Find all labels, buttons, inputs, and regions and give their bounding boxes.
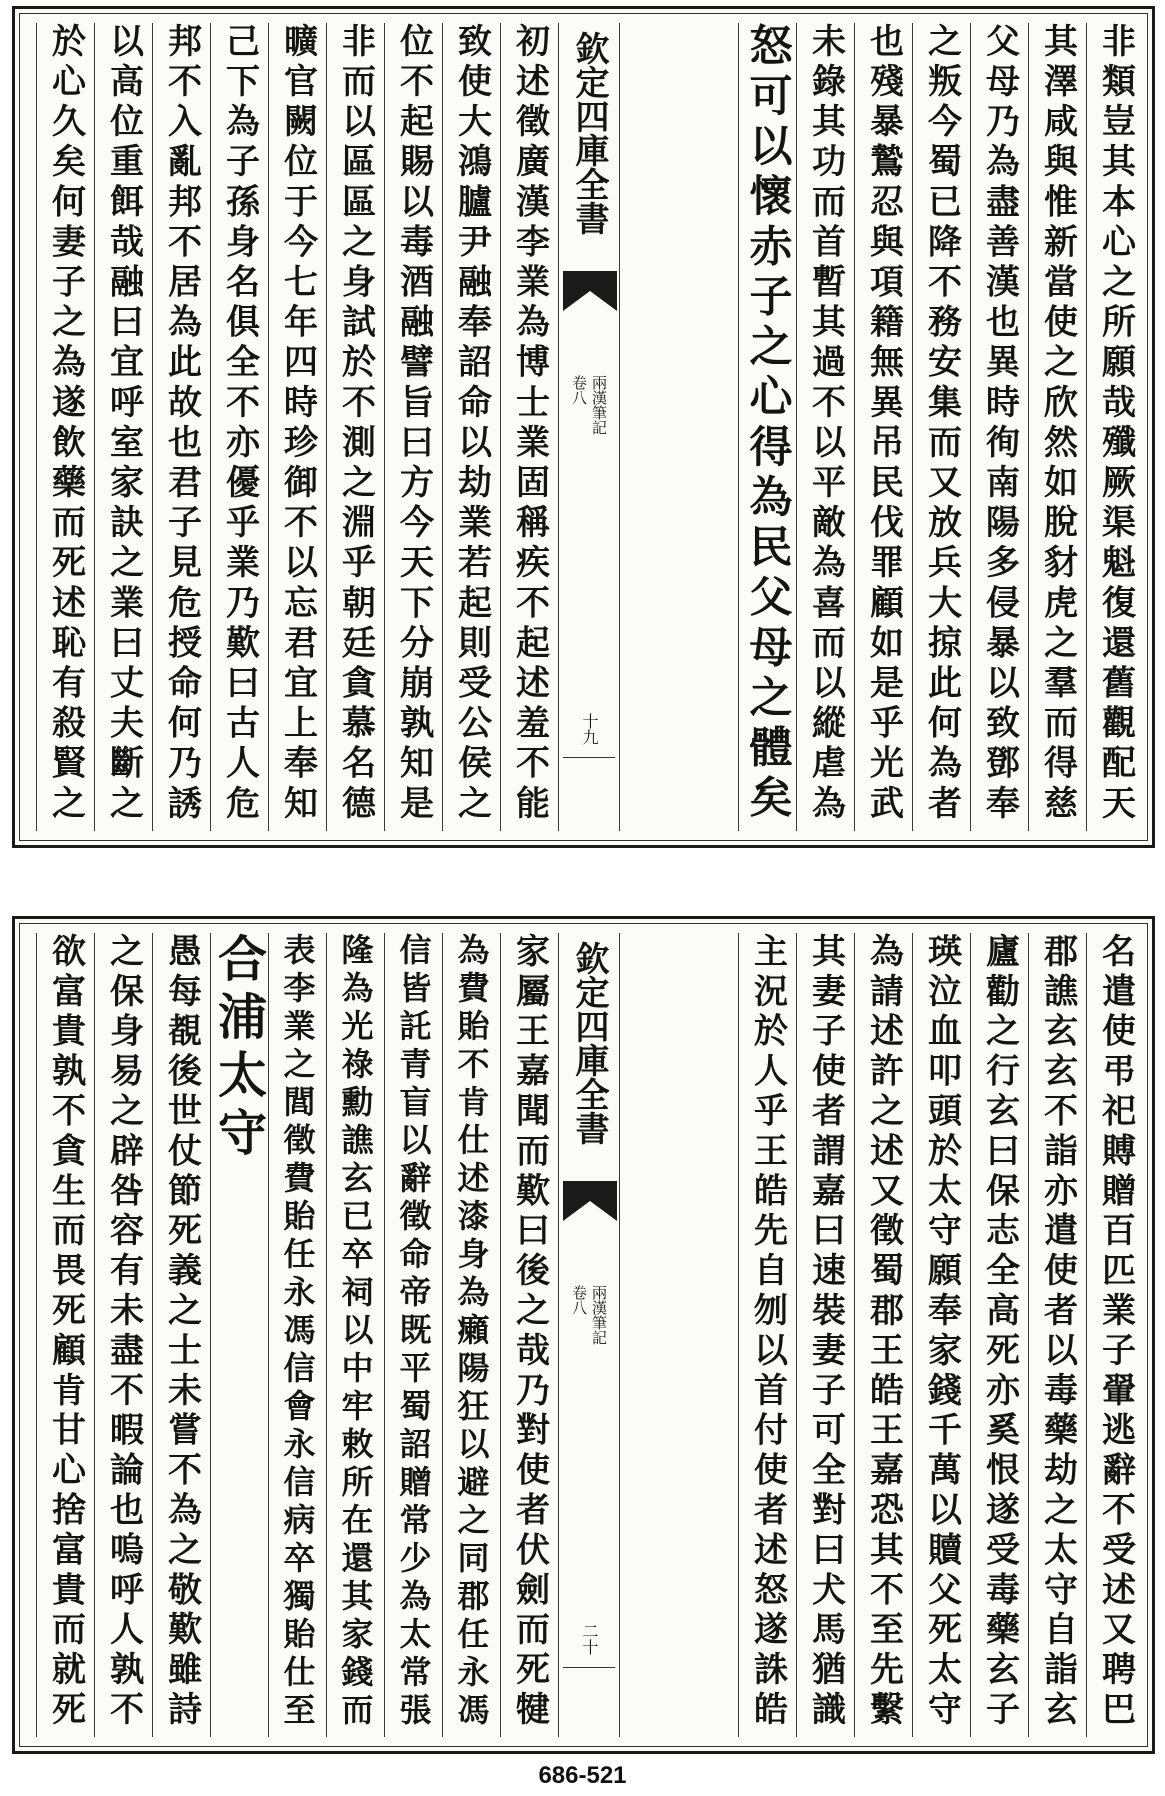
top-text-column <box>796 23 854 831</box>
bottom-strip-title: 欽定四庫全書 <box>569 941 609 1145</box>
bottom-text-column <box>326 933 384 1737</box>
top-column-text: 其澤咸與惟新當使之欣然如脫豺虎之羣而得慈 <box>1037 23 1078 825</box>
bottom-column-text: 廬勸之行玄曰保志全高死亦奚恨遂受毒藥玄子 <box>979 933 1020 1731</box>
top-column-text: 己下為子孫身名俱全不亦優乎業乃歎曰古人危 <box>219 23 260 825</box>
bottom-text-column <box>1086 933 1144 1737</box>
bottom-column-text: 為費貽不肯仕述漆身為癩陽狂以避之同郡任永馮 <box>452 933 491 1731</box>
bottom-column-text: 其妻子使者謂嘉曰速裝妻子可全對曰犬馬猶識 <box>805 933 846 1731</box>
bottom-column-text: 信皆託青盲以辭徵命帝既平蜀詔贈常少為太常張 <box>394 933 433 1731</box>
top-column-text: 位不起賜以毒酒融譬旨曰方今天下分崩孰知是 <box>393 23 434 825</box>
top-strip-folio: 十九 <box>580 713 599 745</box>
bottom-column-text: 瑛泣血叩頭於太守願奉家錢千萬以贖父死太守 <box>921 933 962 1731</box>
top-column-text: 未錄其功而首暫其過不以平敵為喜而以縱虐為 <box>805 23 846 825</box>
bottom-fish-tail-icon <box>563 1181 617 1221</box>
bottom-text-column <box>268 933 326 1737</box>
top-text-column <box>326 23 384 831</box>
bottom-strip-folio: 二十 <box>580 1623 599 1655</box>
bottom-column-text: 之保身易之辟咎容有未盡不暇論也嗚呼人孰不 <box>103 933 144 1731</box>
top-text-column <box>970 23 1028 831</box>
top-text-column <box>94 23 152 831</box>
bottom-text-column <box>384 933 442 1737</box>
top-text-column <box>1028 23 1086 831</box>
top-text-column <box>152 23 210 831</box>
top-text-column <box>36 23 94 831</box>
bottom-column-text: 愚每覩後世仗節死義之士未嘗不為之敬歎雖詩 <box>161 933 202 1731</box>
bottom-text-column <box>796 933 854 1737</box>
top-column-text: 曠官闕位于今七年四時珍御不以忘君宜上奉知 <box>277 23 318 825</box>
bottom-column-text: 郡譙玄玄不詣亦遣使者以毒藥劫之太守自詣玄 <box>1037 933 1078 1731</box>
top-fish-tail-icon <box>563 271 617 311</box>
top-column-text: 於心久矣何妻子之為遂飲藥而死述恥有殺賢之 <box>45 23 86 825</box>
top-center-strip <box>558 23 620 831</box>
bottom-text-column <box>1028 933 1086 1737</box>
top-column-text: 初述徵廣漢李業為博士業固稱疾不起述羞不能 <box>509 23 550 825</box>
bottom-column-text: 家屬王嘉聞而歎曰後之哉乃對使者伏劍而死犍 <box>509 933 550 1731</box>
bottom-leaf <box>12 916 1155 1754</box>
top-text-column <box>1086 23 1144 831</box>
bottom-text-column <box>442 933 500 1737</box>
top-column-text: 之叛今蜀已降不務安集而又放兵大掠此何為者 <box>921 23 962 825</box>
top-strip-book: 卷八 兩漢筆記 <box>570 375 608 435</box>
bottom-center-strip <box>558 933 620 1737</box>
bottom-column-text: 為請述許之述又徵蜀郡王皓王嘉恐其不至先繫 <box>863 933 904 1731</box>
bottom-column-text: 表李業之閭徵費貽任永馮信會永信病卒獨貽仕至 <box>278 933 317 1731</box>
top-text-column <box>912 23 970 831</box>
top-strip-rule <box>563 757 615 758</box>
top-column-text: 非類豈其本心之所願哉殲厥渠魁復還舊觀配天 <box>1095 23 1136 825</box>
bottom-column-text: 欲富貴孰不貪生而畏死顧肯甘心捨富貴而就死 <box>45 933 86 1731</box>
top-column-text: 也殘暴鷙忍與項籍無異吊民伐罪顧如是乎光武 <box>863 23 904 825</box>
page-code: 686-521 <box>538 1762 627 1789</box>
top-text-column <box>442 23 500 831</box>
bottom-column-text: 合浦太守 <box>210 933 269 1165</box>
top-strip-title: 欽定四庫全書 <box>569 31 609 235</box>
bottom-strip-book: 卷八 兩漢筆記 <box>570 1285 608 1345</box>
top-text-column <box>738 23 796 831</box>
top-column-text: 怒可以懷赤子之心得為民父母之體矣 <box>742 23 793 825</box>
bottom-text-column <box>210 933 268 1737</box>
bottom-text-column <box>94 933 152 1737</box>
bottom-text-column <box>36 933 94 1737</box>
bottom-text-column <box>500 933 558 1737</box>
top-leaf <box>12 6 1155 848</box>
bottom-text-column <box>970 933 1028 1737</box>
top-column-text: 非而以區區之身試於不測之淵乎朝廷貪慕名德 <box>335 23 376 825</box>
top-text-column <box>384 23 442 831</box>
top-column-text: 致使大鴻臚尹融奉詔命以劫業若起則受公侯之 <box>451 23 492 825</box>
bottom-column-text: 名遣使弔祀賻贈百匹業子翬逃辭不受述又聘巴 <box>1095 933 1136 1731</box>
top-text-column <box>210 23 268 831</box>
bottom-text-column <box>738 933 796 1737</box>
bottom-column-text: 隆為光祿勳譙玄已卒祠以中牢敕所在還其家錢而 <box>336 933 375 1731</box>
bottom-strip-rule <box>563 1667 615 1668</box>
top-column-text: 父母乃為盡善漢也異時徇南陽多侵暴以致鄧奉 <box>979 23 1020 825</box>
bottom-column-text: 主況於人乎王皓先自刎以首付使者述怒遂誅皓 <box>747 933 788 1731</box>
top-text-column <box>268 23 326 831</box>
top-column-text: 以高位重餌哉融曰宜呼室家訣之業曰丈夫斷之 <box>103 23 144 825</box>
bottom-text-column <box>912 933 970 1737</box>
top-text-column <box>500 23 558 831</box>
bottom-text-column <box>152 933 210 1737</box>
top-text-column <box>854 23 912 831</box>
top-column-text: 邦不入亂邦不居為此故也君子見危授命何乃誘 <box>161 23 202 825</box>
bottom-text-column <box>854 933 912 1737</box>
